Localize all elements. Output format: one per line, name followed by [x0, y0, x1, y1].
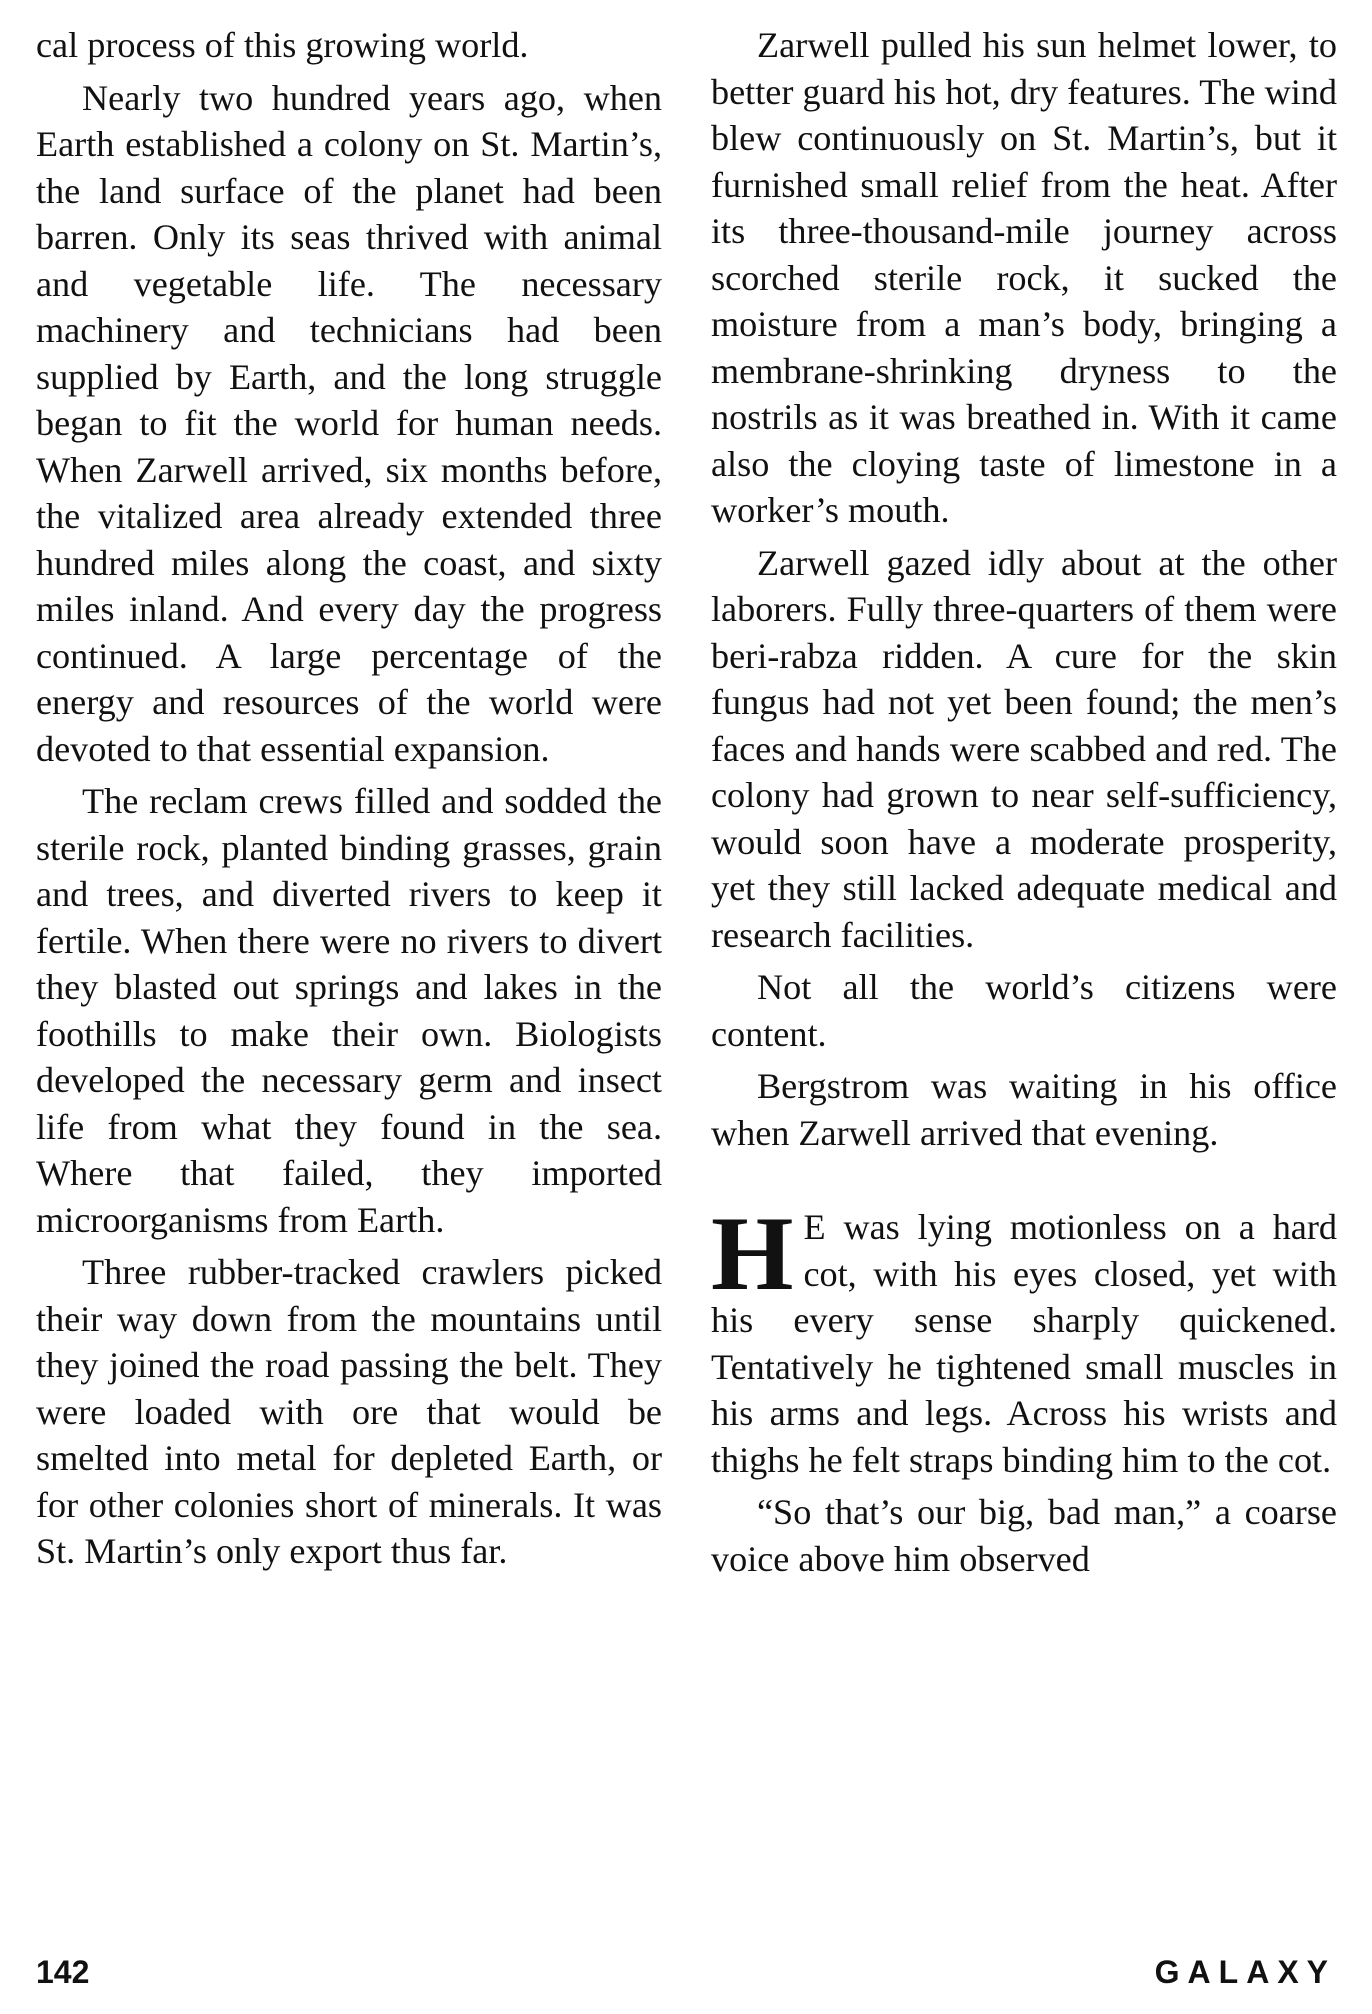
paragraph-colony-history: Nearly two hundred years ago, when Earth established a colony on St. Martin’s, the land surface of the planet had been barren. Only its seas thrived with animal and vegetable life. The necessary machinery and technicians had been supplied by Earth, and the long struggle began to fit the world for human needs. When Zarwell arrived, six months before, the vitalized area already extended three hundred miles along the coast, and sixty miles inland. And every day the progress continued. A large percentage of the energy and resources of the world were devoted to that essential expansion.: [36, 77, 662, 769]
right-text-column: [711, 22, 1337, 1588]
drop-cap-letter: H: [711, 1195, 794, 1312]
paragraph-coarse-voice: “So that’s our big, bad man,” a coarse voice above him observed: [711, 1492, 1337, 1579]
paragraph-dropcap: [711, 1195, 1337, 1483]
paragraph-bergstrom: Bergstrom was waiting in his office when Zarwell arrived that evening.: [711, 1066, 1337, 1153]
paragraph-laborers: Zarwell gazed idly about at the other laborers. Fully three-quarters of them were beri-rabza ridden. A cure for the skin fungus had not yet been found; the men’s faces and hands were scabbed and red. The colony had grown to near self-sufficiency, would soon have a moderate prosperity, yet they still lacked adequate medical and research facilities.: [711, 542, 1337, 955]
paragraph-continuation: cal process of this growing world.: [36, 25, 529, 65]
page-number: 142: [36, 1954, 90, 1990]
paragraph-crawlers: Three rubber-tracked crawlers picked their way down from the mountains until they joined the road passing the belt. They were loaded with ore that would be smelted into metal for depleted Earth, or for other colonies short of minerals. It was St. Martin’s only export thus far.: [36, 1252, 662, 1571]
paragraph-reclam-crews: The reclam crews filled and sodded the sterile rock, planted binding grasses, grain and trees, and diverted rivers to keep it fertile. When there were no rivers to divert they blasted out springs and lakes in the foothills to make their own. Biologists developed the necessary germ and insect life from what they found in the sea. Where that failed, they imported microorganisms from Earth.: [36, 781, 662, 1240]
section-break: [711, 1162, 1337, 1204]
paragraph-citizens: Not all the world’s citizens were content.: [711, 967, 1337, 1054]
paragraph-sun-helmet: Zarwell pulled his sun helmet lower, to better guard his hot, dry features. The wind blew continuously on St. Martin’s, but it furnished small relief from the heat. After its three-thousand-mile journey across scorched sterile rock, it sucked the moisture from a man’s body, bringing a membrane-shrinking dryness to the nostrils as it was breathed in. With it came also the cloying taste of limestone in a worker’s mouth.: [711, 25, 1337, 530]
left-text-column: [36, 22, 662, 1581]
magazine-name: GALAXY: [1154, 1954, 1336, 1990]
dropcap-paragraph-text: E was lying motionless on a hard cot, with his eyes closed, yet with his every sense sharply quickened. Tentatively he tightened small muscles in his arms and legs. Across his wrists and thighs he felt straps binding him to the cot.: [711, 1207, 1337, 1480]
